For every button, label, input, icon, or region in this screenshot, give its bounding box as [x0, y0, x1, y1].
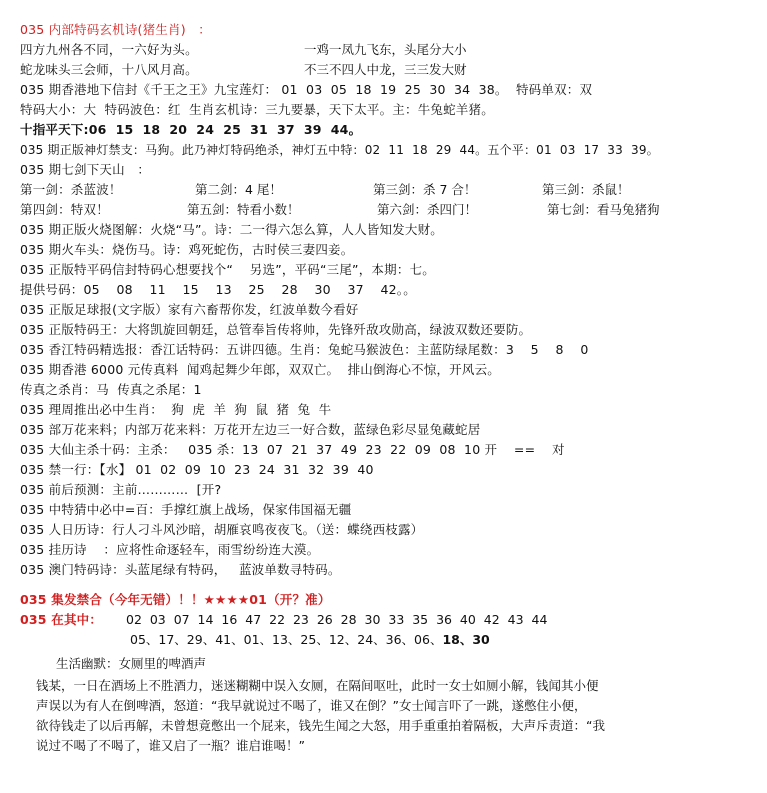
text-line: 035 期七剑下天山 ：: [20, 162, 151, 177]
text-line: 035 香江特码精选报：香江话特码：五讲四德。生肖：兔蛇马猴波色：主蓝防绿尾数：3 5 8 0: [20, 342, 589, 357]
joke-paragraph: [36, 676, 758, 756]
poem-left-1: 四方九州各不同，一六好为头。: [20, 42, 198, 57]
sword-item: 第六剑：杀四门！: [377, 202, 478, 217]
sword-item: 第一剑：杀蓝波！: [20, 182, 122, 197]
text-line: 特码大小：大 特码波色：红 生肖玄机诗：三九要暴，天下太平。主：牛兔蛇羊猪。: [20, 102, 494, 117]
sword-item: 第五剑：特看小数！: [187, 202, 300, 217]
sword-item: 第七剑：看马兔猪狗: [547, 202, 660, 217]
text-line: 提供号码：05 08 11 15 13 25 28 30 37 42。。: [20, 282, 416, 297]
text-line: 035 期正版神灯禁支：马狗。此乃神灯特码绝杀，神灯五中特：02 11 18 29 44。五个平：01 03 17 33 39。: [20, 143, 659, 157]
joke-line: 说过不喝了不喝了，谁又启了一瓶？谁启谁喝！”: [36, 738, 305, 753]
text-line: 传真之杀肖：马 传真之杀尾：1: [20, 382, 202, 397]
doc-title: 035 内部特码玄机诗(猪生肖) ：: [20, 22, 212, 37]
text-line: 035 中特猜中必中=百：手撑红旗上战场，保家伟国福无疆: [20, 502, 352, 517]
text-line: 035 前后预测：主前………… [开?: [20, 482, 222, 497]
text-line: 035 大仙主杀十码：主杀： 035 杀：13 07 21 37 49 23 22 09 08 10 开 == 对: [20, 442, 565, 457]
joke-line: 钱某，一日在酒场上不胜酒力，迷迷糊糊中误入女厕，在隔间呕吐，此时一女士如厕小解，钱闻其小便: [36, 678, 599, 693]
text-line: 035 正版特平码信封特码心想要找个“ 另选”，平码“三尾”，本期：七。: [20, 262, 435, 277]
text-line: 035 期正版火烧图解：火烧“马”。诗：二一得六怎么算，人人皆知发大财。: [20, 222, 443, 237]
text-line: 035 正版足球报(文字版）家有六畜帮你发，红波单数今看好: [20, 302, 359, 317]
text-line: 035 理周推出必中生肖： 狗 虎 羊 狗 鼠 猪 兔 牛: [20, 402, 332, 417]
sword-item: 第二剑：4 尾！: [195, 182, 282, 197]
sword-item: 第四剑：特双！: [20, 202, 109, 217]
text-line: 035 期香港 6000 元传真料 闻鸡起舞少年郎，双双亡。 排山倒海心不惊，开风云。: [20, 362, 500, 377]
in-center-row2: [130, 632, 490, 648]
in-center-row2-bold: 18、30: [442, 632, 490, 647]
joke-line: 声误以为有人在倒啤酒，怒道：“我早就说过不喝了，谁又在倒？”女士闻言吓了一跳，遂憋住小便，: [36, 698, 587, 713]
text-line: 035 人日历诗：行人刁斗风沙暗，胡雁哀鸣夜夜飞。（送：蝶绕西枝露）: [20, 522, 424, 537]
poem-right-1: 一鸡一凤九飞东，头尾分大小: [304, 42, 467, 57]
text-line: 035 正版特码王：大将凯旋回朝廷，总管奉旨传将帅，先锋歼敌攻勋高，绿波双数还要防。: [20, 322, 532, 337]
sword-item: 第三剑：杀 7 合！: [373, 182, 477, 197]
joke-title: 生活幽默：女厕里的啤酒声: [56, 656, 207, 671]
text-line: 035 禁一行：【水】 01 02 09 10 23 24 31 32 39 40: [20, 462, 374, 477]
text-line: 035 挂历诗 ：应将性命逐轻车，雨雪纷纷连大漠。: [20, 542, 320, 557]
poem-left-2: 蛇龙味头三会师，十八风月高。: [20, 62, 198, 77]
text-line: 035 期火车头：烧伤马。诗：鸡死蛇伤，古时侯三妻四妾。: [20, 242, 354, 257]
in-center-row2-normal: 05、17、29、41、01、13、25、12、24、36、06、: [130, 632, 443, 647]
sword-item: 第三剑：杀鼠！: [542, 182, 630, 197]
in-center-label: 035 在其中：: [20, 612, 103, 627]
text-line: 035 部万花来料；内部万花来料：万花开左边三一好合数，蓝绿色彩尽显兔藏蛇居: [20, 422, 481, 437]
joke-line: 欲待钱走了以后再解，未曾想竟憋出一个屁来，钱先生闻之大怒，用手重重拍着隔板，大声斥责道：“我: [36, 718, 605, 733]
text-line: 035 期香港地下信封《千王之王》九宝莲灯： 01 03 05 18 19 25 30 34 38。 特码单双：双: [20, 82, 593, 97]
text-line: 035 澳门特码诗：头蓝尾绿有特码， 蓝波单数寻特码。: [20, 562, 341, 577]
text-line: 十指平天下:06 15 18 20 24 25 31 37 39 44。: [20, 122, 362, 137]
in-center-row1: 02 03 07 14 16 47 22 23 26 28 30 33 35 36 40 42 43 44: [126, 612, 548, 627]
poem-right-2: 不三不四人中龙，三三发大财: [304, 62, 467, 77]
highlight-line: 035 集发禁合（今年无错）！！★★★★01（开？准）: [20, 592, 331, 607]
